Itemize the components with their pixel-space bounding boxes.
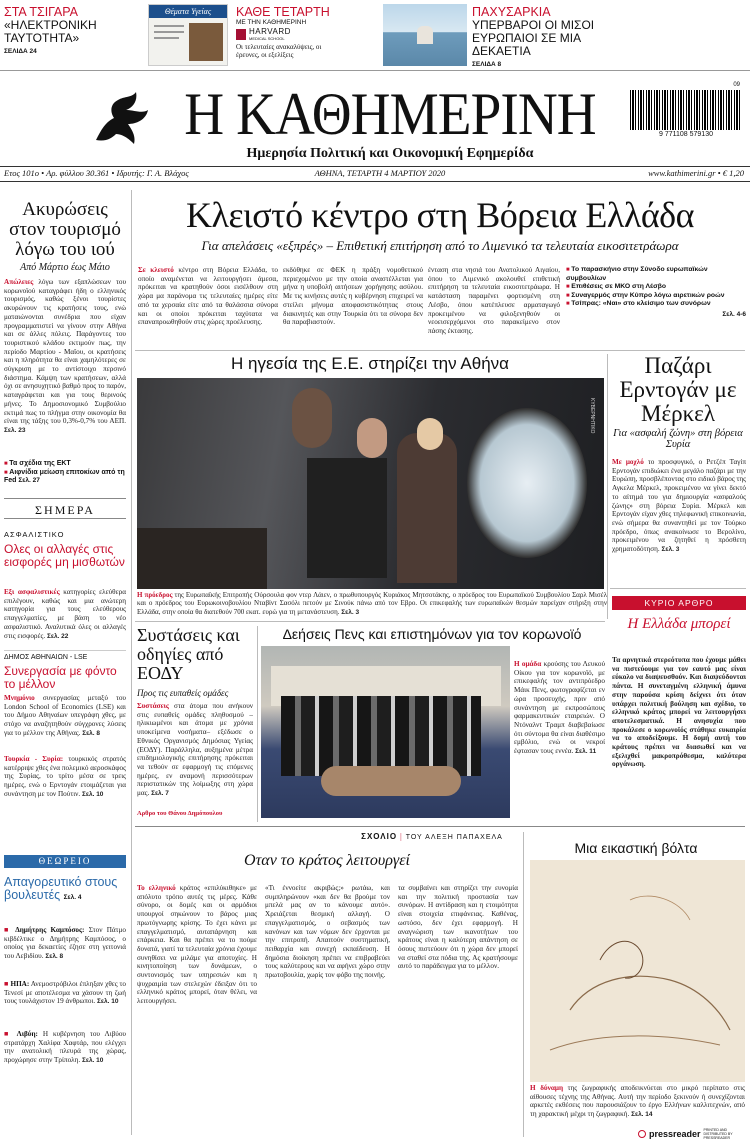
pence-headline[interactable]: Δεήσεις Πενς και επιστημόνων για τον κορωνοϊό bbox=[282, 626, 582, 642]
scholio-col-1: Το ελληνικό κράτος «επιλύκιθηκε» με απόλυτο τρόπο αυτές τις μέρες. Κάθε σύνορο, οι δομές και οι αρμόδιοι υπουργοί σηκώνουν το βάρος μιας πρωτόγνωρης κρίσης. Το έχει κάνει με επαγγελματισμό, αυταπάρνηση και επάρκεια. Και θα πρέπει να το πούμε δυνατά, γιατί τα τελευταία χρόνια έχουμε συνηθίσει να μιλάμε για αποτυχίες. Η κινητοποίηση των δυνάμεων, ο συντονισμός των υπηρεσιών και η ψυχραιμία των στελεχών έδειξαν ότι το ελληνικό κράτος μπορεί, όταν θέλει, να λειτουργήσει. bbox=[137, 884, 257, 1006]
editorial-label: ΚΥΡΙΟ ΑΡΘΡΟ bbox=[612, 596, 746, 610]
brand-subtitle: MEDICAL SCHOOL bbox=[249, 36, 285, 41]
main-col-2: εκδόθηκε σε ΦΕΚ η πράξη νομοθετικού περιεχομένου με την οποία αναστέλλεται για μήνα η υποβολή αιτήσεων χορήγησης ασύλου. Με τις κινήσεις αυτές η κυβέρνηση επιχειρεί να στείλει μήνυμα αποφασιστικότητας στους διακινητές και στην Τουρκία ότι τα σύνορα δεν θα παραβιαστούν. bbox=[283, 266, 423, 327]
simera-body: Μνημόνιο συνεργασίας μεταξύ του London School of Economics (LSE) και του Δήμου Αθηναίων υπεγράφη χθες, με στόχο να αναζητηθούν σύγχρονες λύσεις για το μέλλον της Αθήνας. Σελ. 8 bbox=[4, 694, 126, 737]
drawing-headline[interactable]: Μια εικαστική βόλτα bbox=[574, 840, 698, 856]
issue-info: Ετος 101ο • Αρ. φύλλου 30.361 • Ιδρυτής: Γ. Α. Βλάχος bbox=[4, 168, 189, 178]
promo-subtitle: ΥΠΕΡΒΑΡΟΙ ΟΙ ΜΙΣΟΙ ΕΥΡΩΠΑΙΟΙ ΣΕ ΜΙΑ ΔΕΚΑΕΤΙΑ bbox=[472, 18, 595, 58]
left-lead-bullets bbox=[4, 460, 126, 486]
promo-subtitle: «ΗΛΕΚΤΡΟΝΙΚΗ ΤΑΥΤΟΤΗΤΑ» bbox=[4, 18, 97, 45]
pressreader-small: PRINTED AND DISTRIBUTED BY PRESSREADER bbox=[703, 1128, 733, 1140]
pressreader-brand: pressreader bbox=[649, 1129, 701, 1139]
promo-page: ΣΕΛΙΔΑ 24 bbox=[4, 48, 37, 55]
lead-word: Απώλειες bbox=[4, 278, 34, 286]
pence-body: Η ομάδα κρούσης του Λευκού Οίκου για τον κορωνοϊό, με επικεφαλής τον αντιπρόεδρο Μάικ Πενς, φωτογραφίζεται εν ώρα προσευχής, πριν από συνάντηση με εκπροσώπους φαρμακευτικών εταιρειών. Ο Ντόναλντ Τραμπ διαβεβαίωσε ότι σύντομα θα είναι διαθέσιμο εμβόλιο, ενώ οι νεκροί έφτασαν τους εννέα. Σελ. 11 bbox=[514, 660, 605, 756]
date-line: ΑΘΗΝΑ, ΤΕΤΑΡΤΗ 4 ΜΑΡΤΙΟΥ 2020 bbox=[314, 168, 446, 178]
bullet-item[interactable]: ■ Τα σχέδια της ΕΚΤ bbox=[4, 460, 126, 469]
editorial-title[interactable]: Η Ελλάδα μπορεί bbox=[627, 616, 731, 632]
griffin-logo bbox=[92, 88, 154, 152]
main-col-1: Σε κλειστό κέντρο στη Βόρεια Ελλάδα, το οποίο αναμένεται να λειτουργήσει άμεσα, πρόκειται να κρατηθούν όσοι εισέλθουν στη χώρα μα παράνομα τις τελευταίες ημέρες είτε από τα χερσαία είτε από τα θαλάσσια σύνορα και οι οποίοι πρόκειται ταχύτατα να επαναπροωθηθούν στις χώρες προέλευσης. bbox=[138, 266, 278, 327]
person-head bbox=[292, 388, 332, 448]
photo-caption: Η πρόεδρος της Ευρωπαϊκής Επιτροπής Ούρσουλα φον ντερ Λάιεν, ο πρωθυπουργός Κυριάκος Μητσοτάκης, ο πρόεδρος του Ευρωπαϊκού Συμβουλίου Σαρλ Μισέλ και ο πρόεδρος του Ευρωκοινοβουλίου Νταβίντ Σασόλι πετούν με Σινούκ πάνω από τον Εβρο. Οι επικεφαλής των ευρωπαϊκών θεσμών παρείχαν στήριξη στην Ελλάδα, στην οποία θα διατεθούν 700 εκατ. ευρώ για τη μετανάστευση. Σελ. 3 bbox=[137, 591, 607, 616]
scholio-col-3: τα συμβαίνει και στηρίζει την ευνομία και την πολιτική προστασία των συνόρων. Η αντίδραση και η ετοιμότητα είναι στοιχεία επιφάνειας. Καθένας, ωστόσο, δεν έχει εφαρμογή. Η αναγνώριση των ικανοτήτων του κράτους είναι η καλύτερη απάντηση σε όσους πιστεύουν ότι η χώρα δεν μπορεί να σταθεί στα πόδια της. Ας κρατήσουμε αυτό το παράδειγμα για το μέλλον. bbox=[398, 884, 518, 971]
advice-body: Συστάσεις στα άτομα που ανήκουν στις ευπαθείς ομάδες πληθυσμού –ηλικιωμένοι και άτομα με χρόνια υποκείμενα νοσήματα– εξέδωσε ο Εθνικός Οργανισμός Δημόσιας Υγείας (ΕΟΔΥ). Παράλληλα, αυξημένα μέτρα επιδημιολογικής επιτήρησης πρόκειται να τεθούν σε εφαρμογή τις επόμενες ημέρες, εν αναμονή περισσότερων περιστατικών της λοίμωξης στη χώρα μας. Σελ. 7 bbox=[137, 702, 253, 798]
bazaar-headline[interactable]: Παζάρι Ερντογάν με Μέρκελ bbox=[619, 353, 737, 426]
bullet-item[interactable]: ■ Αιφνίδια μείωση επιτοκίων από τη Fed Σελ. 27 bbox=[4, 469, 126, 486]
magazine-image bbox=[189, 23, 223, 61]
section-kicker: ΑΣΦΑΛΙΣΤΙΚΟ bbox=[4, 530, 65, 539]
promo-title: ΚΑΘΕ ΤΕΤΑΡΤΗ bbox=[236, 5, 330, 19]
seat-shape bbox=[137, 528, 267, 589]
page-ref[interactable]: Σελ. 23 bbox=[4, 426, 26, 434]
theorio-item: ■ Λιβύη: Η κυβέρνηση του Λιβύου στρατάρχη Χαλίφα Χαφτάρ, που ελέγχει την ανατολική πλευρά της χώρας, προχώρησε στην Τρίπολη. Σελ. 10 bbox=[4, 1030, 126, 1065]
bazaar-subtitle: Για «ασφαλή ζώνη» στη βόρεια Συρία bbox=[613, 428, 743, 450]
promo-page: ΣΕΛΙΔΑ 8 bbox=[472, 61, 502, 68]
main-col-3: ένταση στα νησιά του Ανατολικού Αιγαίου, όπου το Λιμενικό ακολουθεί επιθετική επιτήρηση τα τελευταία εικοσιτετράωρα. Η κατάσταση παραμένει φορτισμένη στη Λέσβο, όπου κατέπλευσε αρματαγωγό προκειμένου να φιλοξενηθούν οι νεοεισερχόμενοι στο παρακείμενο στον πάσης έκτασης. bbox=[428, 266, 560, 335]
main-deck: Για απελάσεις «εξπρές» – Επιθετική επιτήρηση από το Λιμενικό τα τελευταία εικοσιτετράωρα bbox=[201, 238, 679, 253]
person-head bbox=[357, 418, 387, 458]
promo-subtitle: ΜΕ ΤΗΝ ΚΑΘΗΜΕΡΙΝΗ bbox=[236, 19, 307, 26]
obesity-photo bbox=[383, 4, 467, 66]
bullet-item[interactable]: ■ Επιθέσεις σε ΜΚΟ στη Λέσβο bbox=[566, 283, 746, 292]
harvard-shield-icon bbox=[236, 29, 246, 40]
left-lead-title: Ακυρώσεις στον τουρισμό λόγω του ιού bbox=[9, 199, 121, 260]
masthead-subtitle: Ημερησία Πολιτική και Οικονομική Εφημερίδα bbox=[246, 146, 534, 161]
photo-headline[interactable]: Η ηγεσία της Ε.Ε. στηρίζει την Αθήνα bbox=[230, 354, 509, 373]
drawing-image bbox=[530, 860, 745, 1082]
body-text: λόγω των εξαπλώσεων του κορωνοϊού καταγράφει ήδη ο ελληνικός τουρισμός, καθώς ξένοι τουρίστες ακυρώνουν τις κρατήσεις τους, ενώ ματαιώνονται συνέδρια που είχαν προγραμματιστεί να γίνουν στην Αθήνα και σε άλλες πόλεις. Παράγοντες του τουριστικού κλάδου εκτιμούν πως, την περίοδο Μαρτίου - Μαΐου, οι κρατήσεις και η πληρότητα θα είναι χαμηλότερες σε σύγκριση με το αντίστοιχο περσινό διάστημα. Κάμψη των κρατήσεων, αλλά όχι σε ανησυχητικό βαθμό προς το παρόν, καταγράφεται και για τους θερινούς μήνες. Το Δημοσιονομικό Συμβούλιο εκτιμά πως το πλήγμα στην οικονομία θα είναι της τάξης του 0,3%-0,7% του ΑΕΠ. bbox=[4, 278, 126, 426]
website-price[interactable]: www.kathimerini.gr • € 1,20 bbox=[648, 168, 744, 178]
brand-name: HARVARD bbox=[249, 27, 291, 36]
barcode-number: 9 771108 579130 bbox=[659, 131, 713, 138]
scholio-label-row: ΣΧΟΛΙΟ | ΤΟΥ ΑΛΕΞΗ ΠΑΠΑΧΕΛΑ bbox=[361, 832, 503, 841]
scholio-headline[interactable]: Οταν το κράτος λειτουργεί bbox=[244, 852, 410, 869]
people-shape bbox=[281, 696, 481, 776]
editorial-body: Τα αρνητικά στερεότυπα που έχουμε μάθει να πιστεύουμε για τον εαυτό μας είναι εύκολο να διαψευσθούν. Και διαψεύδονται πάντα. Η συνεταγμένη ελληνική άμυνα στην παρούσα κρίση δείχνει ότι όταν υπάρχει πολιτική βούληση και σχέδιο, το ελληνικό κράτος μπορεί να λειτουργήσει αποτελεσματικά. Η ανησυχία που προκάλεσε ο κορωνοϊός στάθηκε ευκαιρία να το αποδείξουμε. Η δομή αυτή του κράτους πρέπει να διασωθεί και να εξελιχθεί μακροπρόθεσμα, καλύτερα οργάνωση. bbox=[612, 656, 746, 769]
promo-harvard[interactable] bbox=[236, 6, 376, 59]
theorio-label: ΘΕΩΡΕΙΟ bbox=[4, 855, 126, 868]
helicopter-photo bbox=[137, 378, 604, 589]
theorio-item: ■ ΗΠΑ: Ανεμοστρόβιλοι έπληξαν χθες το Τενεσί με αποτέλεσμα να χάσουν τη ζωή τους τουλάχιστον 19 άνθρωποι. Σελ. 10 bbox=[4, 980, 126, 1006]
promo-title: ΠΑΧΥΣΑΡΚΙΑ bbox=[472, 5, 551, 19]
theorio-title[interactable]: Απαγορευτικό στους βουλευτές Σελ. 4 bbox=[4, 875, 118, 903]
theorio-item: ■ Δημήτρης Καμπόσος: Στον Πάτμο κιβδέλτικε ο Δημήτρης Καμπόσος, ο οποίος για δεκαετίες έζησε στη γειτονιά του Λεβιδίου. Σελ. 8 bbox=[4, 926, 126, 961]
simera-body: Εξι ασφαλιστικές κατηγορίες ελεύθερα επιλέγουν, καθώς και μια ανώτερη κατηγορία για τους ελεύθερους επαγγελματίες, με βάση το νέο ασφαλιστικό. Αναλυτικά όλες οι αλλαγές στις εισφορές. Σελ. 22 bbox=[4, 588, 126, 640]
table-shape bbox=[321, 766, 461, 796]
person-silhouette bbox=[417, 26, 433, 44]
bazaar-body: Με μοχλό το προσφυγικό, ο Ρετζέπ Ταγίπ Ερντογάν επιδιώκει ένα μεγάλο παζάρι με την Ευρώπη, προσβλέποντας στο ειδικό βάρος της Αγκελα Μέρκελ, προκειμένου να γίνει δεκτό το αίτημά του για δημιουργία «ασφαλούς ζώνης» στη βόρεια Συρία. Μέρκελ και Ερντογάν είχαν χθες τηλεφωνική επικοινωνία, ενώ σήμερα θα συναντηθεί με τον Τούρκο πρόεδρο, όπως ανακοίνωσε το Βερολίνο, προκειμένου να ζητηθεί η πρόσθετη χρηματοδότηση. Σελ. 3 bbox=[612, 458, 746, 554]
section-kicker: ΔΗΜΟΣ ΑΘΗΝΑΙΩΝ - LSE bbox=[4, 654, 88, 661]
simera-headline[interactable]: Συνεργασία με φόντο το μέλλον bbox=[4, 664, 117, 691]
person-body bbox=[307, 458, 387, 578]
person-body bbox=[397, 433, 457, 583]
bullet-item[interactable]: ■ Τσίπρας: «Ναι» στο κλείσιμο των συνόρων bbox=[566, 300, 746, 309]
simera-brief: Τουρκία - Συρία: τουρκικός στρατός κατέρριψε χθες ένα πολεμικό αεροσκάφος της Συρίας, το τρίτο μέσα σε τρεις ημέρες, ενώ ο Ερντογάν ετοιμάζεται για συνάντηση με τον Πούτιν. Σελ. 10 bbox=[4, 755, 126, 798]
pressreader-icon bbox=[638, 1130, 646, 1138]
simera-headline[interactable]: Ολες οι αλλαγές στις εισφορές μη μισθωτών bbox=[4, 542, 125, 569]
promo-obesity[interactable] bbox=[472, 6, 622, 68]
page-ref[interactable]: Σελ. 4-6 bbox=[722, 310, 746, 318]
white-house-photo bbox=[261, 646, 510, 818]
main-headline[interactable]: Κλειστό κέντρο στη Βόρεια Ελλάδα bbox=[185, 195, 695, 235]
barcode bbox=[630, 82, 742, 144]
advice-subtitle: Προς τις ευπαθείς ομάδες bbox=[137, 688, 229, 698]
health-magazine-cover bbox=[148, 4, 228, 66]
barcode-issue: 09 bbox=[733, 82, 740, 88]
promo-cigarettes[interactable] bbox=[4, 6, 149, 55]
person-head bbox=[417, 418, 443, 450]
advice-headline[interactable]: Συστάσεις και οδηγίες από ΕΟΔΥ bbox=[137, 625, 240, 683]
masthead-title: Η ΚΑΘΗΜΕΡΙΝΗ bbox=[184, 81, 596, 147]
barcode-bars bbox=[630, 90, 742, 130]
advice-author[interactable]: Αρθρο του Θάνου Δημόπουλου bbox=[137, 810, 223, 817]
scholio-col-2: «Τι έννοείτε ακριβώς;» ρωτάω, και συμπληρώνουν «και δεν θα βρούμε τον μπελά μας αν το κάνουμε αυτό». Χρειάζεται θεσμική αλλαγή. Ο επαγγελματισμός, ο σεβασμός των κανόνων και των νόμων δεν έρχονται με την επιτροπή. Απαιτούν συστηματική, πειθαρχία και συνεχή εκπαίδευση. Η δημόσια διοίκηση πρέπει να επιβραβεύει τους καλύτερους και να αφήνει χώρο στην πρωτοβουλία, χωρίς τον φόβο της ποινής. bbox=[265, 884, 390, 980]
promo-text: Οι τελευταίες ανακαλύψεις, οι έρευνες, οι εξελίξεις bbox=[236, 43, 322, 59]
bullet-item[interactable]: ■ Το παρασκήνιο στην Σύνοδο ευρωπαϊκών συμβουλίων bbox=[566, 266, 746, 283]
simera-label: ΣΗΜΕΡΑ bbox=[35, 503, 95, 517]
pressreader-footer[interactable] bbox=[638, 1128, 744, 1140]
main-bullets bbox=[566, 266, 746, 318]
left-lead-subtitle: Από Μάρτιο έως Μάιο bbox=[20, 262, 110, 273]
left-lead-body bbox=[4, 278, 126, 444]
bullet-item[interactable]: ■ Συναγερμός στην Κύπρο λόγω αιρετικών ροών bbox=[566, 292, 746, 301]
promo-title: ΣΤΑ ΤΣΙΓΑΡΑ bbox=[4, 5, 78, 19]
magazine-title: Θέματα Υγείας bbox=[149, 5, 227, 18]
photo-credit: ΚΥΒΕΡΝΗΤΙΚΟ bbox=[589, 398, 595, 434]
window-shape bbox=[467, 408, 587, 558]
drawing-caption: Η δύναμη της ζωγραφικής αποδεικνύεται στο μικρό περίπατο στις αίθουσες τέχνης της Αθήνας. Αυτή την περίοδο ξεκινούν ή συνεχίζονται αρκετές εκθέσεις που παρουσιάζουν το έργο Ελλήνων καλλιτεχνών, από τη χαρακτική μέχρι τη ζωγραφική. Σελ. 14 bbox=[530, 1084, 745, 1119]
